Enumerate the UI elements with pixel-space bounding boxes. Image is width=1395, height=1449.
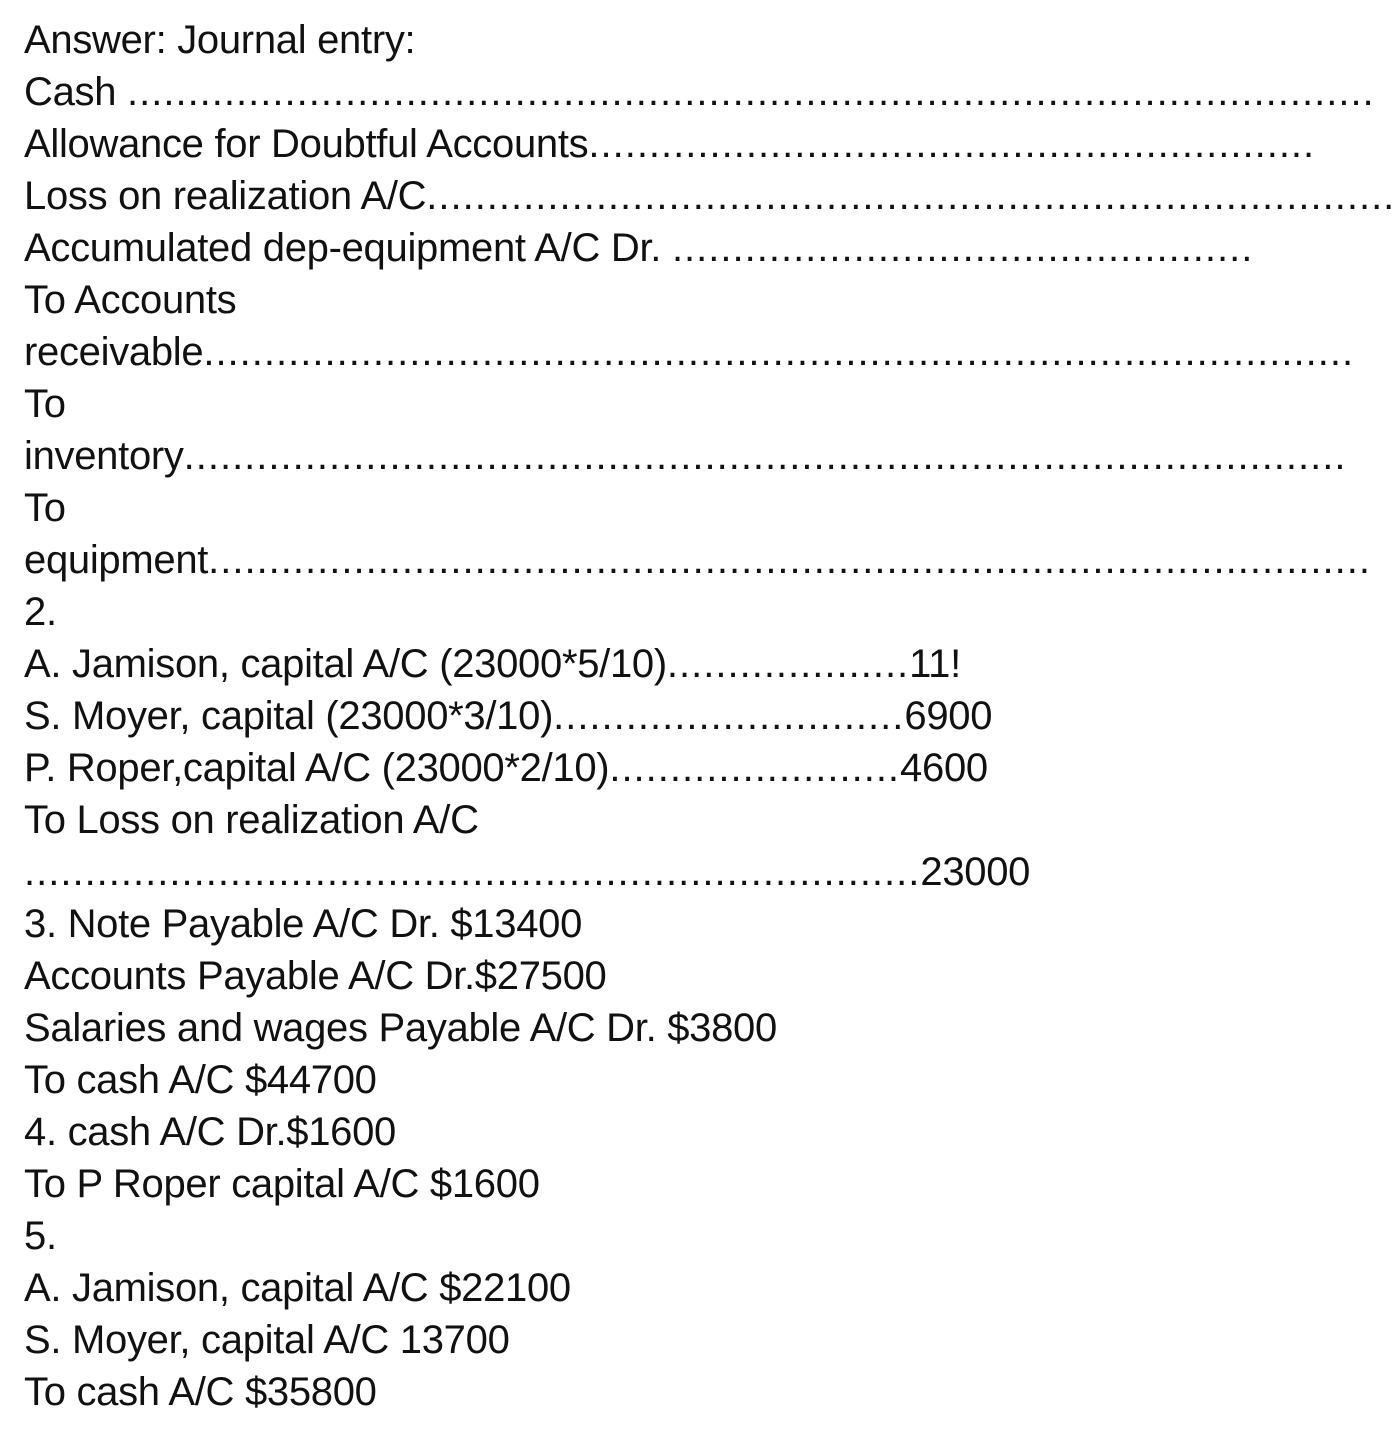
- entry2-text: A. Jamison, capital A/C (23000*5/10): [24, 642, 667, 686]
- entry3-line-accounts: Accounts Payable A/C Dr.$27500: [24, 954, 607, 998]
- entry3-line-notes: 3. Note Payable A/C Dr. $13400: [24, 902, 583, 946]
- amount: 23000: [920, 850, 1031, 894]
- entry2-line-roper: [24, 742, 1060, 794]
- entry1-line-to-1: [24, 378, 1056, 430]
- entry2-text: To Loss on realization A/C: [24, 798, 479, 842]
- entry2-number: 2.: [24, 590, 57, 634]
- entry5-line-moyer: S. Moyer, capital A/C 13700: [24, 1318, 510, 1362]
- leader-dots: ..........................................................................: [24, 850, 921, 894]
- entry1-line-loss: [24, 170, 1395, 222]
- entry5-line-to-cash: To cash A/C $35800: [24, 1370, 377, 1414]
- amount: 11!: [909, 642, 961, 686]
- amount: 6900: [904, 694, 993, 738]
- entry1-line-accumulated-dep: [24, 222, 1254, 274]
- answer-heading: Answer: Journal entry:: [24, 18, 416, 62]
- leader-dots: .............................: [553, 694, 905, 738]
- entry3-line-to-cash: To cash A/C $44700: [24, 1058, 377, 1102]
- entry1-line-to-2: [24, 482, 1056, 534]
- leader-dots: ................................................: [671, 226, 1254, 270]
- entry1-text: equipment: [24, 538, 209, 582]
- entry2-line-to-loss: [24, 794, 1056, 846]
- entry1-line-inventory: [24, 430, 1347, 482]
- entry1-line-cash: [24, 66, 1375, 118]
- amount: 4600: [900, 746, 988, 790]
- entry2-line-jamison: [24, 638, 1060, 690]
- leader-dots: ........................: [609, 746, 901, 790]
- entry2-line-moyer: [24, 690, 1060, 742]
- entry1-text: Accumulated dep-equipment A/C Dr.: [24, 226, 672, 270]
- leader-dots: .......................................................................................................: [127, 70, 1375, 114]
- leader-dots: ....................: [666, 642, 910, 686]
- leader-dots: ................................................................................................: [183, 434, 1347, 478]
- entry4-line-cash: 4. cash A/C Dr.$1600: [24, 1110, 397, 1154]
- entry2-text: S. Moyer, capital (23000*3/10): [24, 694, 554, 738]
- leader-dots: ................................................................................................: [208, 538, 1371, 582]
- leader-dots: ............................................................: [588, 122, 1316, 166]
- entry4-line-to-roper: To P Roper capital A/C $1600: [24, 1162, 540, 1206]
- entry1-text: receivable: [24, 330, 204, 374]
- leader-dots: ...............................................................................................: [203, 330, 1355, 374]
- entry3-line-salaries: Salaries and wages Payable A/C Dr. $3800: [24, 1006, 777, 1050]
- entry2-text: P. Roper,capital A/C (23000*2/10): [24, 746, 610, 790]
- entry1-text: Loss on realization A/C: [24, 174, 427, 218]
- entry1-text: To: [24, 486, 66, 530]
- entry1-line-allowance: [24, 118, 1316, 170]
- entry5-line-jamison: A. Jamison, capital A/C $22100: [24, 1266, 571, 1310]
- entry1-line-receivable: [24, 326, 1355, 378]
- entry5-number: 5.: [24, 1214, 57, 1258]
- leader-dots: ................................................................................: [426, 174, 1395, 218]
- entry1-text: Cash: [24, 70, 127, 114]
- entry1-text: inventory: [24, 434, 184, 478]
- entry1-text: To Accounts: [24, 278, 237, 322]
- entry1-line-to-accounts: [24, 274, 1056, 326]
- entry1-text: To: [24, 382, 66, 426]
- entry1-text: Allowance for Doubtful Accounts: [24, 122, 589, 166]
- entry1-line-equipment: [24, 534, 1371, 586]
- entry2-line-total: [24, 846, 1056, 898]
